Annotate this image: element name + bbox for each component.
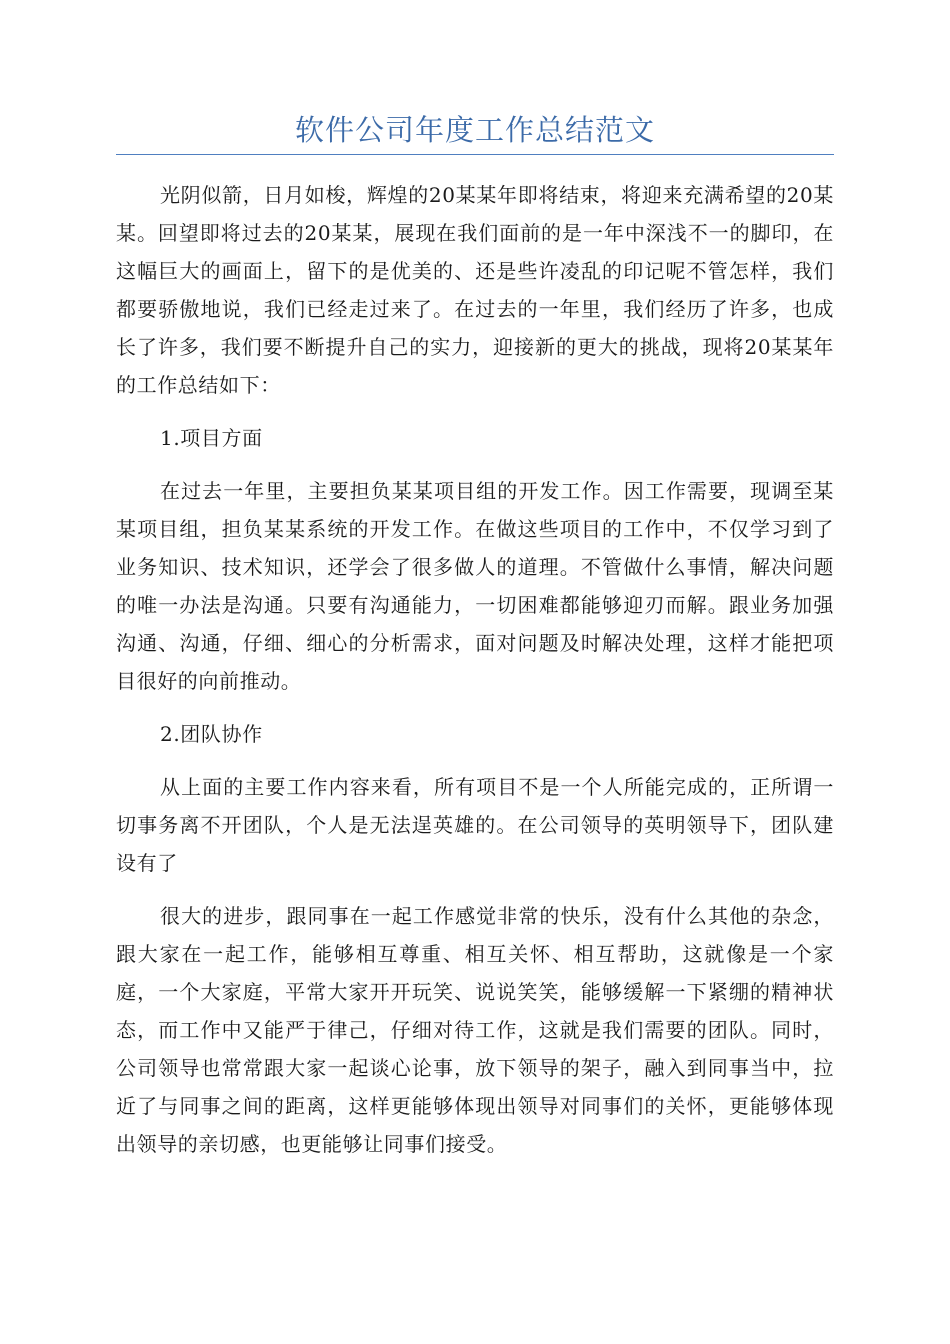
document-title: 软件公司年度工作总结范文 bbox=[294, 113, 655, 147]
section-heading-projects: 1.项目方面 bbox=[160, 426, 263, 450]
title-underline bbox=[116, 154, 834, 155]
paragraph-teamwork-2: 很大的进步，跟同事在一起工作感觉非常的快乐，没有什么其他的杂念，跟大家在一起工作，能够相互尊重、相互关怀、相互帮助，这就像是一个家庭，一个大家庭，平常大家开开玩笑、说说笑笑，能够缓解一下紧绷的精神状态，而工作中又能严于律己，仔细对待工作，这就是我们需要的团队。同时，公司领导也常常跟大家一起谈心论事，放下领导的架子，融入到同事当中，拉近了与同事之间的距离，这样更能够体现出领导对同事们的关怀，更能够体现出领导的亲切感，也更能够让同事们接受。 bbox=[116, 904, 834, 1156]
paragraph-intro: 光阴似箭，日月如梭，辉煌的20某某年即将结束，将迎来充满希望的20某某。回望即将过去的20某某，展现在我们面前的是一年中深浅不一的脚印，在这幅巨大的画面上，留下的是优美的、还是些许凌乱的印记呢不管怎样，我们都要骄傲地说，我们已经走过来了。在过去的一年里，我们经历了许多，也成长了许多，我们要不断提升自己的实力，迎接新的更大的挑战，现将20某某年的工作总结如下： bbox=[116, 183, 834, 397]
section-heading-teamwork: 2.团队协作 bbox=[160, 722, 263, 746]
paragraph-teamwork-1: 从上面的主要工作内容来看，所有项目不是一个人所能完成的，正所谓一切事务离不开团队，个人是无法逞英雄的。在公司领导的英明领导下，团队建设有了 bbox=[116, 775, 834, 875]
document-body bbox=[116, 176, 834, 1178]
paragraph-projects: 在过去一年里，主要担负某某项目组的开发工作。因工作需要，现调至某某项目组，担负某某系统的开发工作。在做这些项目的工作中，不仅学习到了业务知识、技术知识，还学会了很多做人的道理。不管做什么事情，解决问题的唯一办法是沟通。只要有沟通能力，一切困难都能够迎刃而解。跟业务加强沟通、沟通，仔细、细心的分析需求，面对问题及时解决处理，这样才能把项目很好的向前推动。 bbox=[116, 479, 834, 693]
